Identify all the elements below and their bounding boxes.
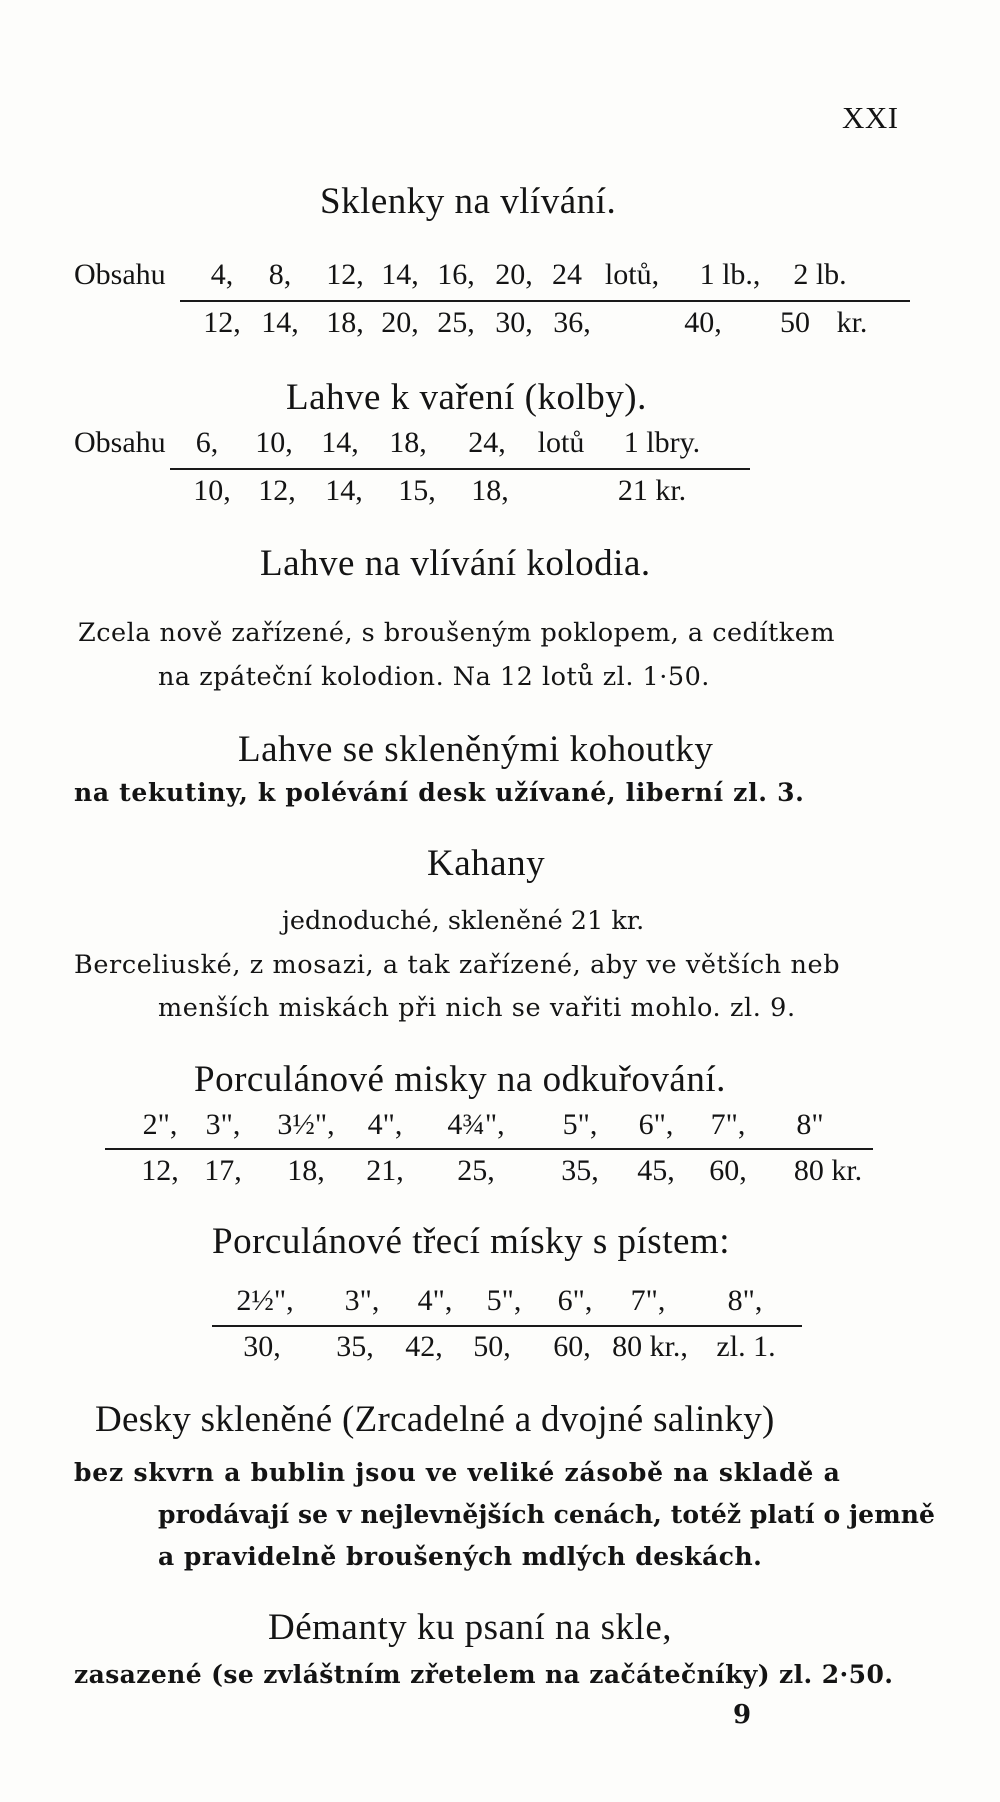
price-cell: 14, — [325, 474, 363, 507]
section-title-kohoutky: Lahve se skleněnými kohoutky — [238, 729, 714, 770]
price-cell: 35, — [561, 1154, 599, 1187]
size-cell: 24 — [552, 258, 582, 291]
size-cell: 24, — [468, 426, 506, 459]
size-cell: 2", — [142, 1108, 178, 1141]
size-cell: 20, — [495, 258, 533, 291]
price-cell: 18, — [326, 306, 364, 339]
price-cell: 60, — [553, 1330, 591, 1363]
price-cell: 40, — [684, 306, 722, 339]
size-cell: 7", — [630, 1284, 666, 1317]
price-cell: 12, — [141, 1154, 179, 1187]
price-cell: 45, — [637, 1154, 675, 1187]
size-cell: 4, — [210, 258, 234, 291]
size-cell: 7", — [710, 1108, 746, 1141]
kohoutky-line-1: na tekutiny, k polévání desk užívané, liberní zl. 3. — [74, 778, 805, 807]
kahany-line-3: menších miskách při nich se vařiti mohlo. zl. 9. — [158, 993, 796, 1023]
size-cell: 4", — [367, 1108, 403, 1141]
size-cell: 16, — [437, 258, 475, 291]
size-cell: 8", — [727, 1284, 763, 1317]
size-cell: 2½", — [236, 1284, 294, 1317]
section-title-kolby: Lahve k vaření (kolby). — [286, 377, 647, 418]
section-title-treci: Porculánové třecí mísky s pístem: — [212, 1221, 730, 1262]
price-cell: 60, — [709, 1154, 747, 1187]
section-title-sklenky: Sklenky na vlívání. — [320, 181, 617, 222]
price-cell: 25, — [457, 1154, 495, 1187]
price-cell: 12, — [258, 474, 296, 507]
size-cell: 8" — [796, 1108, 824, 1141]
size-cell: 1 lb., — [699, 258, 761, 291]
section-title-demanty: Démanty ku psaní na skle, — [268, 1607, 672, 1648]
size-cell: 6", — [638, 1108, 674, 1141]
size-cell: 12, — [326, 258, 364, 291]
price-cell: 36, — [553, 306, 591, 339]
size-cell: 3", — [205, 1108, 241, 1141]
section-title-kolodia: Lahve na vlívání kolodia. — [260, 543, 651, 584]
price-cell: 80 kr., — [612, 1330, 688, 1363]
price-cell: 14, — [261, 306, 299, 339]
size-cell: 6", — [557, 1284, 593, 1317]
size-cell: 4¾", — [447, 1108, 505, 1141]
size-cell: 5", — [562, 1108, 598, 1141]
sklenky-rule — [180, 300, 910, 302]
obsahu-label: Obsahu — [74, 426, 166, 459]
unit-cell: lotů, — [604, 258, 660, 291]
price-cell: 30, — [243, 1330, 281, 1363]
treci-rule — [212, 1325, 802, 1327]
price-cell: 21 kr. — [617, 474, 687, 507]
price-cell: 12, — [203, 306, 241, 339]
kahany-line-2: Berceliuské, z mosazi, a tak zařízené, aby ve větších neb — [74, 950, 841, 980]
price-cell: 10, — [193, 474, 231, 507]
price-cell: 25, — [437, 306, 475, 339]
unit-cell: lotů — [537, 426, 585, 459]
price-cell: 17, — [204, 1154, 242, 1187]
price-cell: 30, — [495, 306, 533, 339]
size-cell: 18, — [389, 426, 427, 459]
desky-line-1: bez skvrn a bublin jsou ve veliké zásobě na skladě a — [74, 1458, 841, 1487]
page-number: XXI — [842, 100, 899, 135]
price-cell: 50 — [780, 306, 810, 339]
kolby-rule — [170, 468, 750, 470]
price-cell: 20, — [381, 306, 419, 339]
price-cell: 35, — [336, 1330, 374, 1363]
size-cell: 8, — [268, 258, 292, 291]
size-cell: 6, — [195, 426, 219, 459]
price-cell: 42, — [405, 1330, 443, 1363]
size-cell: 4", — [417, 1284, 453, 1317]
price-cell: 15, — [398, 474, 436, 507]
desky-line-2: prodávají se v nejlevnějších cenách, totéž platí o jemně — [158, 1500, 936, 1529]
kolodia-line-2: na zpáteční kolodion. Na 12 lotů zl. 1·50. — [158, 662, 710, 692]
kolodia-line-1: Zcela nově zařízené, s broušeným poklopem, a cedítkem — [78, 618, 836, 648]
size-cell: 3", — [344, 1284, 380, 1317]
size-cell: 2 lb. — [793, 258, 847, 291]
obsahu-label: Obsahu — [74, 258, 166, 291]
odkurovani-rule — [105, 1148, 873, 1150]
size-cell: 14, — [381, 258, 419, 291]
size-cell: 5", — [486, 1284, 522, 1317]
unit-cell: kr. — [836, 306, 868, 339]
section-title-desky: Desky skleněné (Zrcadelné a dvojné salinky) — [95, 1399, 775, 1440]
desky-line-3: a pravidelně broušených mdlých deskách. — [158, 1542, 763, 1571]
size-cell: 1 lbry. — [623, 426, 701, 459]
price-cell: 18, — [471, 474, 509, 507]
size-cell: 3½", — [277, 1108, 335, 1141]
kahany-line-1: jednoduché, skleněné 21 kr. — [282, 906, 645, 936]
section-title-odkurovani: Porculánové misky na odkuřování. — [194, 1059, 726, 1100]
size-cell: 14, — [321, 426, 359, 459]
price-cell: 80 kr. — [793, 1154, 863, 1187]
size-cell: 10, — [255, 426, 293, 459]
price-cell: zl. 1. — [716, 1330, 776, 1363]
demanty-line-1: zasazené (se zvláštním zřetelem na začátečníky) zl. 2·50. — [74, 1660, 894, 1689]
price-cell: 18, — [287, 1154, 325, 1187]
signature-mark: 9 — [733, 1700, 752, 1730]
price-cell: 50, — [473, 1330, 511, 1363]
price-cell: 21, — [366, 1154, 404, 1187]
section-title-kahany: Kahany — [427, 843, 546, 884]
